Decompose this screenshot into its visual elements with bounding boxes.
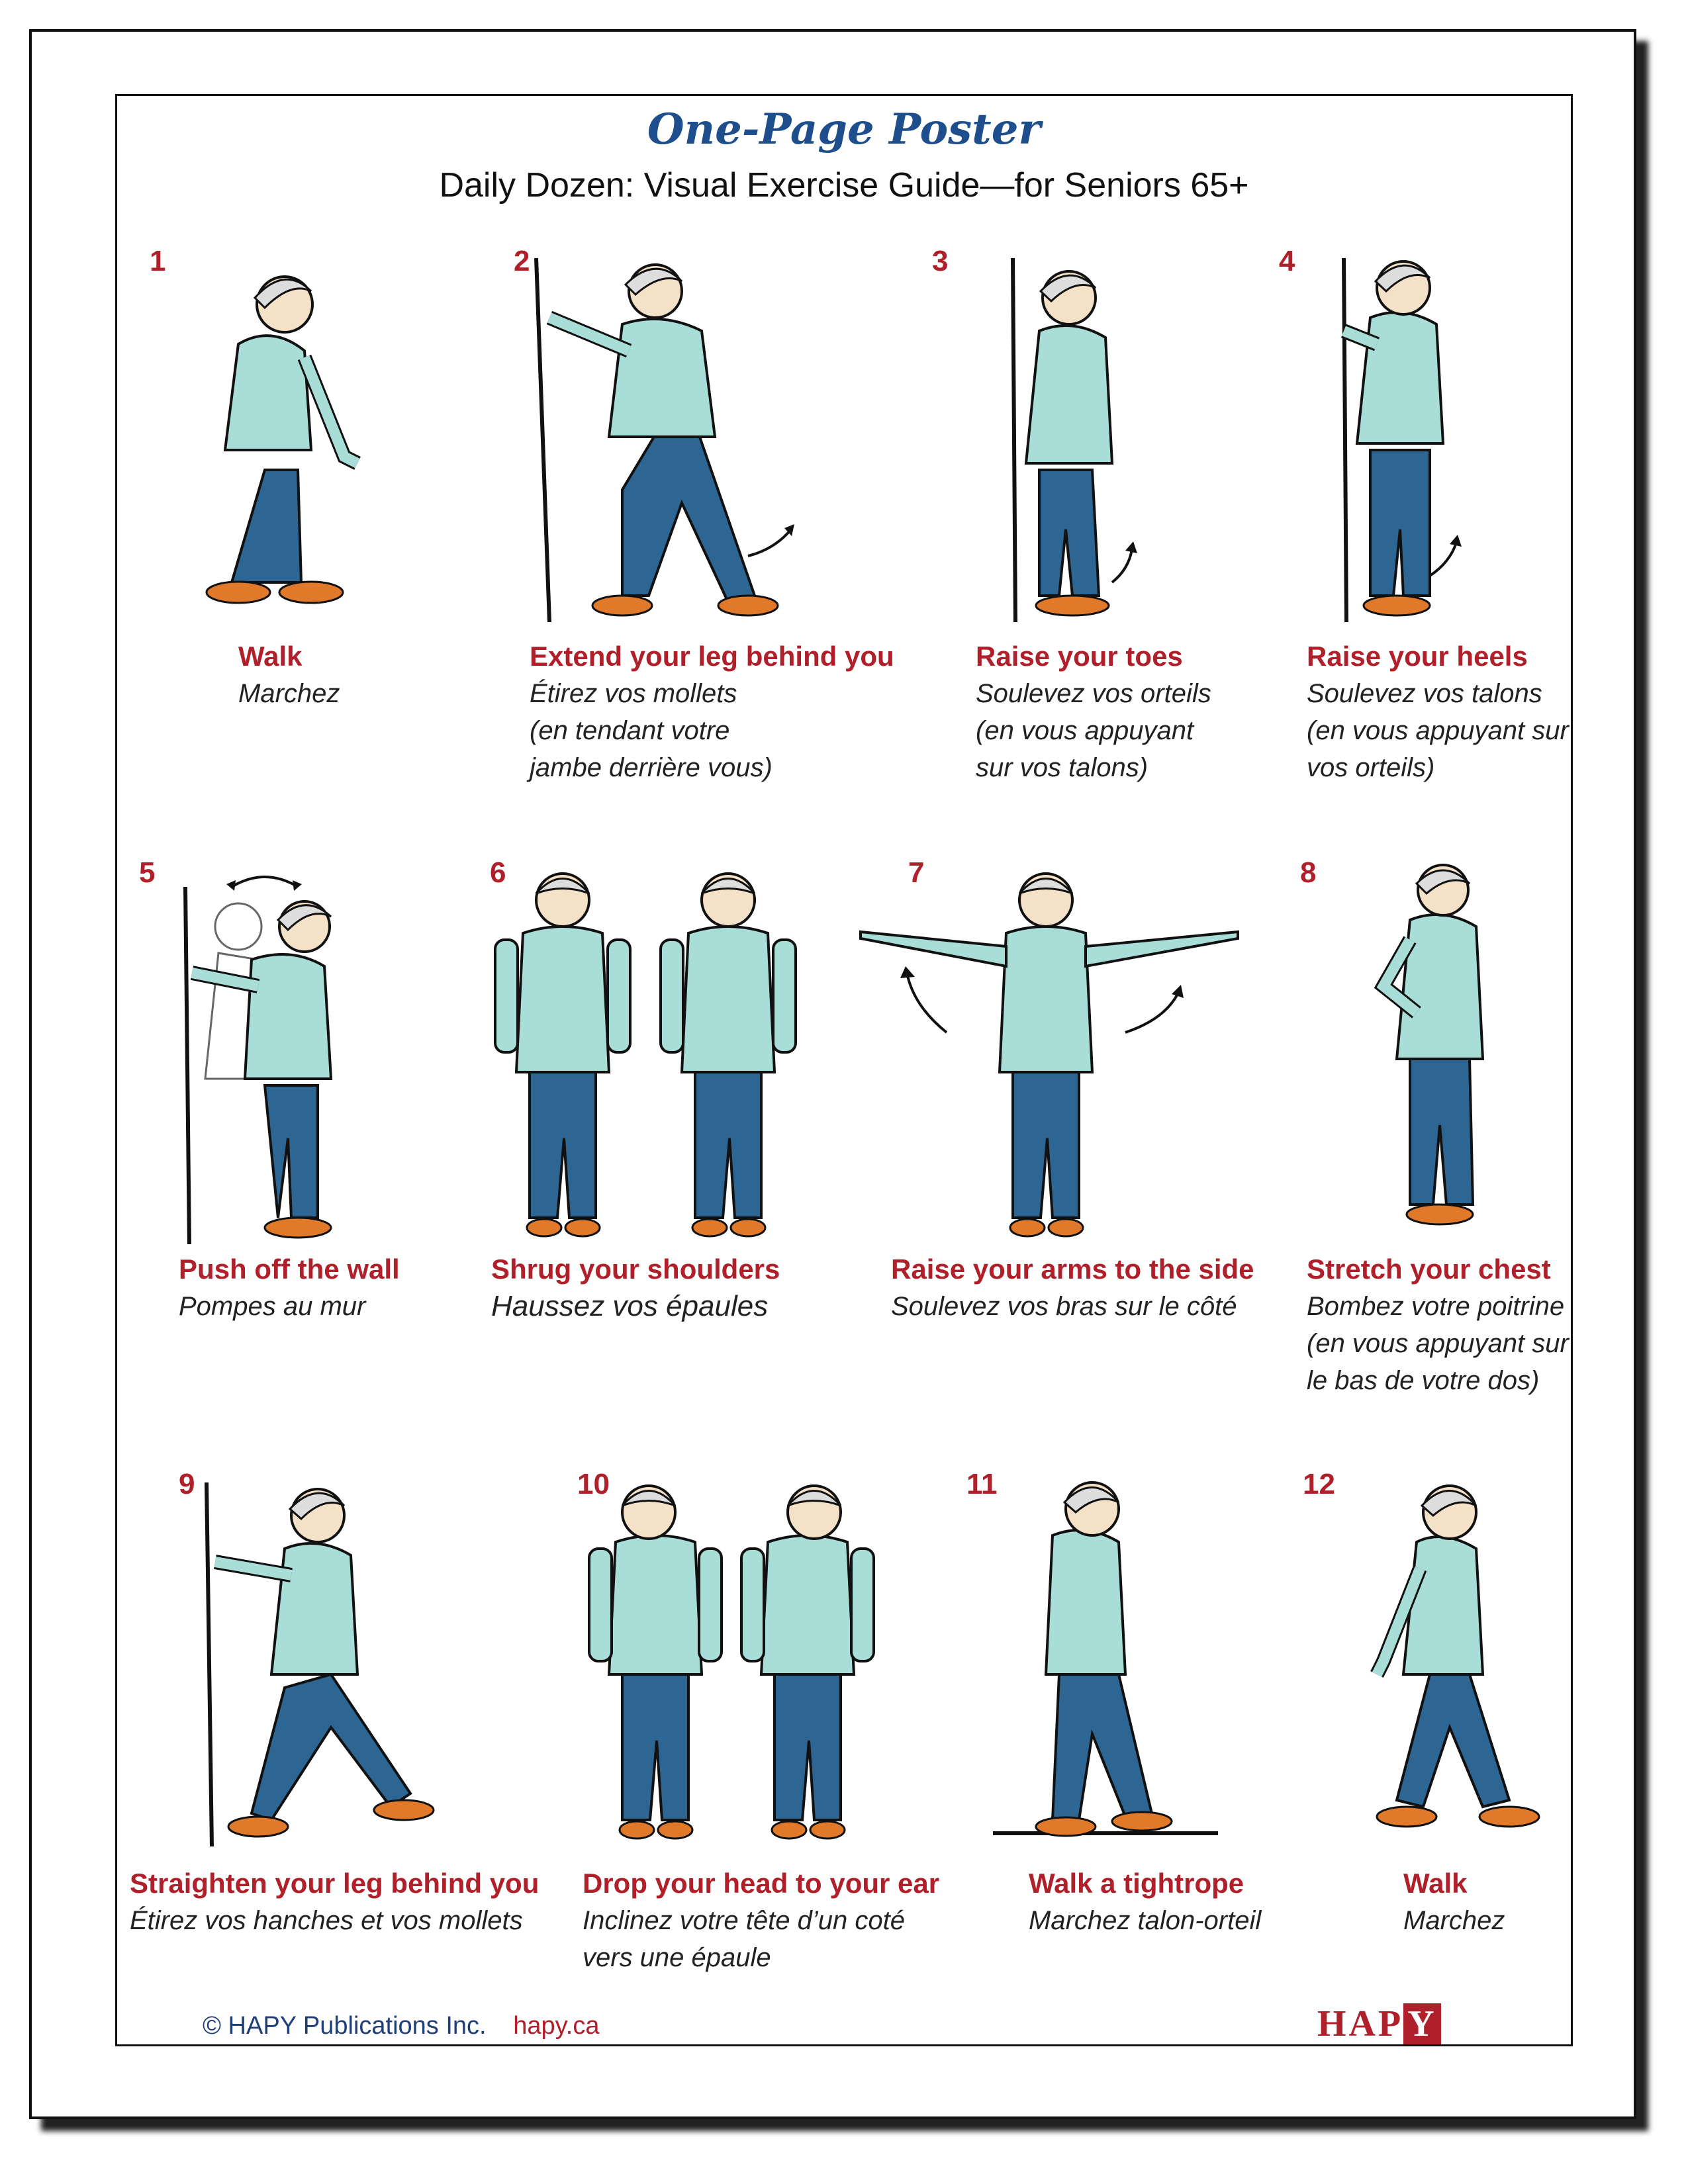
- exercise-title-11: Walk a tightrope: [1029, 1868, 1244, 1899]
- logo-badge: Y: [1403, 2003, 1440, 2044]
- exercise-number-2: 2: [514, 245, 530, 277]
- exercise-caption-12: [1403, 1865, 1505, 1939]
- exercise-title-9: Straighten your leg behind you: [130, 1868, 539, 1899]
- walk-figure-1: [185, 251, 397, 622]
- website-link[interactable]: hapy.ca: [513, 2012, 600, 2040]
- leg-straighten-figure: [199, 1476, 437, 1846]
- exercise-title-5: Push off the wall: [179, 1253, 400, 1285]
- exercise-number-3: 3: [932, 245, 949, 277]
- arm-raise-figure: [854, 860, 1251, 1244]
- head-drop-figure: [583, 1476, 900, 1846]
- exercise-subtitle-9: Étirez vos hanches et vos mollets: [130, 1906, 523, 1935]
- exercise-caption-9: [130, 1865, 539, 1939]
- poster-title: One-Page Poster: [647, 105, 1041, 154]
- exercise-caption-11: [1029, 1865, 1261, 1939]
- copyright-text: © HAPY Publications Inc.: [203, 2012, 487, 2040]
- leg-extend-figure: [530, 251, 808, 622]
- exercise-number-9: 9: [179, 1468, 195, 1500]
- exercise-number-8: 8: [1300, 856, 1317, 889]
- exercise-caption-2: [530, 638, 894, 786]
- exercise-subtitle-8: Bombez votre poitrine (en vous appuyant sur le bas de votre dos): [1307, 1292, 1569, 1395]
- exercise-caption-5: [179, 1251, 400, 1325]
- exercise-subtitle-11: Marchez talon-orteil: [1029, 1906, 1262, 1935]
- exercise-title-10: Drop your head to your ear: [583, 1868, 940, 1899]
- hapy-logo: [1317, 2003, 1441, 2045]
- exercise-number-1: 1: [150, 245, 166, 277]
- exercise-subtitle-4: Soulevez vos talons (en vous appuyant sur vos orteils): [1307, 679, 1569, 782]
- exercise-title-4: Raise your heels: [1307, 641, 1528, 672]
- exercise-title-1: Walk: [238, 641, 303, 672]
- exercise-number-10: 10: [577, 1468, 610, 1500]
- tightrope-figure: [986, 1476, 1225, 1846]
- footer: [203, 2012, 599, 2040]
- exercise-subtitle-3: Soulevez vos orteils (en vous appuyant sur vos talons): [976, 679, 1211, 782]
- exercise-caption-3: [976, 638, 1211, 786]
- exercise-number-7: 7: [908, 856, 925, 889]
- exercise-caption-7: [891, 1251, 1254, 1325]
- exercise-caption-6: [491, 1251, 780, 1325]
- exercise-subtitle-10: Inclinez votre tête d’un coté vers une épaule: [583, 1906, 905, 1972]
- exercise-caption-4: [1307, 638, 1569, 786]
- exercise-title-3: Raise your toes: [976, 641, 1183, 672]
- exercise-title-7: Raise your arms to the side: [891, 1253, 1254, 1285]
- toe-raise-figure: [993, 251, 1165, 622]
- logo-text: HAP: [1317, 2003, 1404, 2044]
- exercise-subtitle-12: Marchez: [1403, 1906, 1505, 1935]
- exercise-number-5: 5: [139, 856, 156, 889]
- shoulder-shrug-figure: [483, 860, 827, 1244]
- exercise-title-2: Extend your leg behind you: [530, 641, 894, 672]
- exercise-title-8: Stretch your chest: [1307, 1253, 1551, 1285]
- exercise-number-12: 12: [1303, 1468, 1335, 1500]
- exercise-number-6: 6: [490, 856, 506, 889]
- wall-push-figure: [179, 860, 364, 1244]
- exercise-subtitle-2: Étirez vos mollets (en tendant votre jambe derrière vous): [530, 679, 773, 782]
- exercise-caption-10: [583, 1865, 939, 1976]
- walk-figure-12: [1357, 1476, 1556, 1846]
- exercise-caption-1: [238, 638, 340, 712]
- exercise-subtitle-1: Marchez: [238, 679, 340, 708]
- exercise-title-6: Shrug your shoulders: [491, 1253, 780, 1285]
- exercise-subtitle-6: Haussez vos épaules: [491, 1290, 769, 1322]
- exercise-subtitle-5: Pompes au mur: [179, 1292, 366, 1321]
- exercise-subtitle-7: Soulevez vos bras sur le côté: [891, 1292, 1237, 1321]
- exercise-number-4: 4: [1279, 245, 1295, 277]
- heel-raise-figure: [1331, 251, 1529, 622]
- poster-subtitle: Daily Dozen: Visual Exercise Guide—for Seniors 65+: [439, 166, 1249, 205]
- exercise-caption-8: [1307, 1251, 1569, 1399]
- chest-stretch-figure: [1364, 860, 1536, 1244]
- exercise-title-12: Walk: [1403, 1868, 1468, 1899]
- exercise-number-11: 11: [966, 1468, 998, 1500]
